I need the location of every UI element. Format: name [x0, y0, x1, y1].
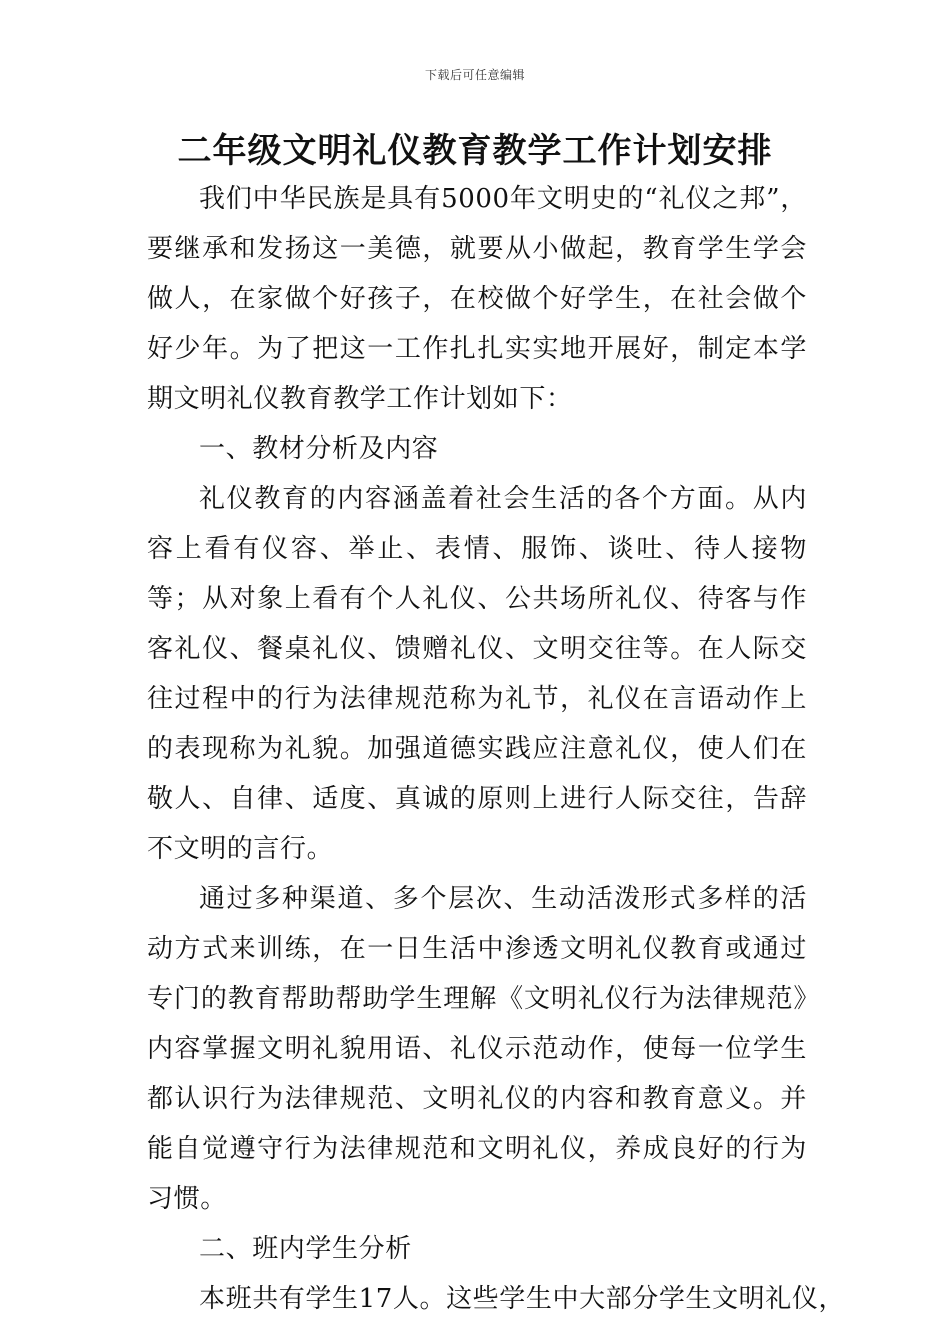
header-note: 下载后可任意编辑 [424, 68, 525, 82]
paragraph-students: 本班共有学生17人。这些学生中大部分学生文明礼仪， [199, 1284, 846, 1314]
section-heading-materials: 一、教材分析及内容 [199, 434, 439, 464]
section-heading-students: 二、班内学生分析 [199, 1234, 412, 1264]
document-title: 二年级文明礼仪教育教学工作计划安排 [177, 131, 773, 171]
paragraph-materials: 礼仪教育的内容涵盖着社会生活的各个方面。从内容上看有仪容、举止、表情、服饰、谈吐、待人接物等；从对象上看有个人礼仪、公共场所礼仪、待客与作客礼仪、餐桌礼仪、馈赠礼仪、文明交往等。在人际交往过程中的行为法律规范称为礼节，礼仪在言语动作上的表现称为礼貌。加强道德实践应注意礼仪，使人们在敬人、自律、适度、真诚的原则上进行人际交往，告辞不文明的言行。 [147, 484, 807, 864]
document-body [147, 174, 846, 1324]
paragraph-intro: 我们中华民族是具有5000年文明史的“礼仪之邦”，要继承和发扬这一美德，就要从小做起，教育学生学会做人，在家做个好孩子，在校做个好学生，在社会做个好少年。为了把这一工作扎扎实实地开展好，制定本学期文明礼仪教育教学工作计划如下： [147, 184, 807, 414]
paragraph-methods: 通过多种渠道、多个层次、生动活泼形式多样的活动方式来训练，在一日生活中渗透文明礼仪教育或通过专门的教育帮助帮助学生理解《文明礼仪行为法律规范》内容掌握文明礼貌用语、礼仪示范动作，使每一位学生都认识行为法律规范、文明礼仪的内容和教育意义。并能自觉遵守行为法律规范和文明礼仪，养成良好的行为习惯。 [147, 884, 807, 1214]
